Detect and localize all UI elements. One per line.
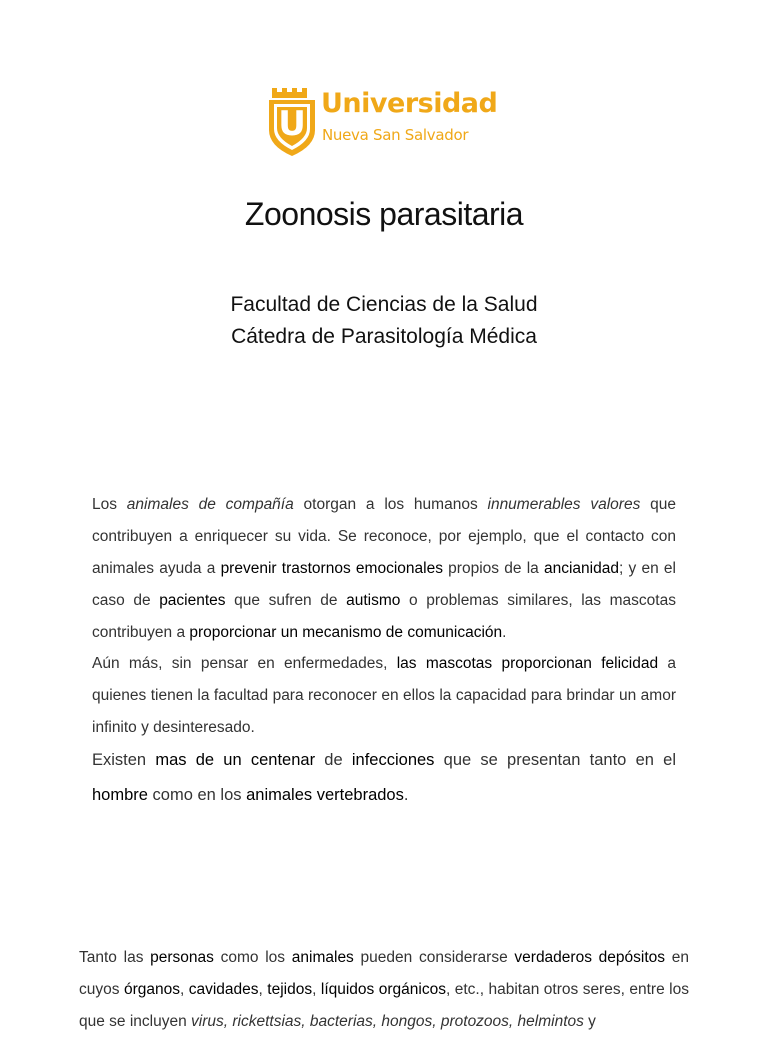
paragraph-companion-animals: Los animales de compañía otorgan a los humanos innumerables valores que contribuyen a enriquecer su vida. Se reconoce, por ejemplo, que el contacto con animales ayuda a prevenir trastornos emocionales propios de la ancianidad; y en el caso de pacientes que sufren de autismo o problemas similares, las mascotas contribuyen a proporcionar un mecanismo de comunicación. (92, 496, 676, 641)
paragraph-happiness: Aún más, sin pensar en enfermedades, las mascotas proporcionan felicidad a quienes tienen la facultad para reconocer en ellos la capacidad para brindar un amor infinito y desinteresado. (92, 655, 676, 736)
logo-letter: U (278, 104, 306, 144)
chair-heading: Cátedra de Parasitología Médica (231, 325, 537, 348)
university-logo (266, 84, 496, 159)
logo-subname: Nueva San Salvador (322, 126, 469, 144)
paragraph-infections: Existen mas de un centenar de infecciones que se presentan tanto en el hombre como en los animales vertebrados. (92, 751, 676, 804)
faculty-heading: Facultad de Ciencias de la Salud (230, 293, 538, 316)
paragraph-reservoirs: Tanto las personas como los animales pueden considerarse verdaderos depósitos en cuyos órganos, cavidades, tejidos, líquidos orgánicos, etc., habitan otros seres, entre los que se incluyen virus, rickettsias, bacterias, hongos, protozoos, helmintos y (79, 949, 689, 1030)
logo-name: Universidad (321, 88, 498, 119)
document-title: Zoonosis parasitaria (244, 196, 524, 232)
